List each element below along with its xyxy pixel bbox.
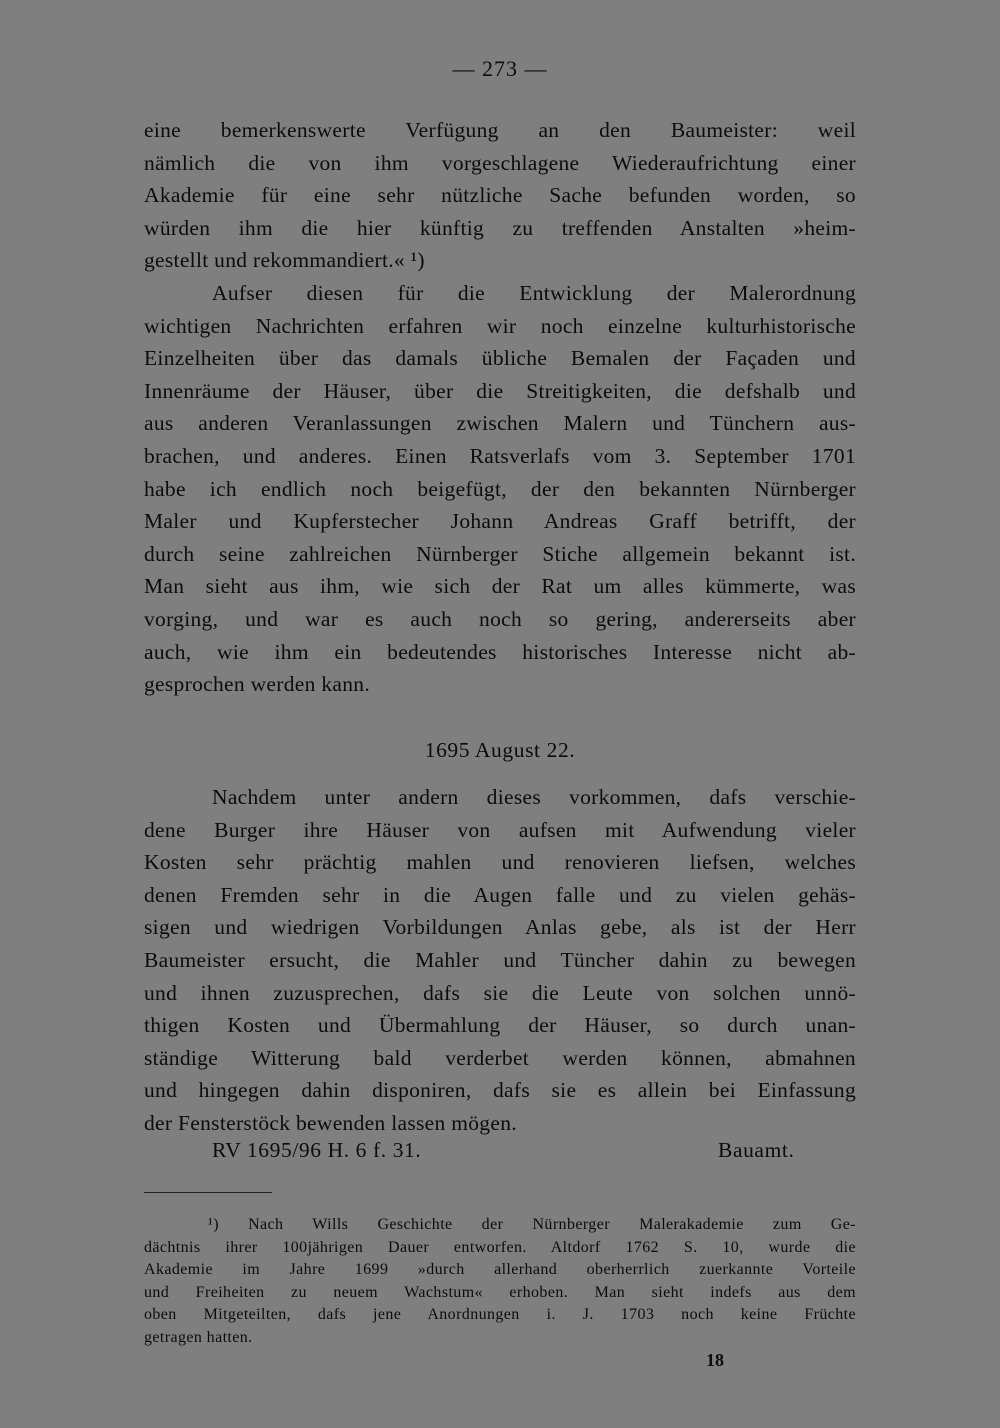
text-line: Kosten sehr prächtig mahlen und renovieren liefsen, welches: [144, 850, 856, 875]
page-number: — 273 —: [452, 56, 548, 81]
text-line: dene Burger ihre Häuser von aufsen mit Aufwendung vieler: [144, 817, 856, 842]
text-line: wichtigen Nachrichten erfahren wir noch einzelne kulturhistorische: [144, 313, 856, 338]
text-line: nämlich die von ihm vorgeschlagene Wiederaufrichtung einer: [144, 150, 856, 175]
text-line: gestellt und rekommandiert.« ¹): [144, 248, 425, 273]
footnote-line: ¹) Nach Wills Geschichte der Nürnberger Malerakademie zum Ge-: [208, 1216, 856, 1233]
text-line: Innenräume der Häuser, über die Streitigkeiten, die defshalb und: [144, 378, 856, 403]
text-line: Akademie für eine sehr nützliche Sache befunden worden, so: [144, 183, 856, 208]
text-line: brachen, und anderes. Einen Ratsverlafs vom 3. September 1701: [144, 443, 856, 468]
paragraph-decree: [144, 781, 856, 1140]
footnote-line: dächtnis ihrer 100jährigen Dauer entworfen. Altdorf 1762 S. 10, wurde die: [144, 1238, 856, 1256]
text-line: Maler und Kupferstecher Johann Andreas Graff betrifft, der: [144, 509, 856, 534]
source-reference: RV 1695/96 H. 6 f. 31.: [212, 1138, 422, 1162]
office-signature: Bauamt.: [718, 1138, 795, 1162]
text-line: denen Fremden sehr in die Augen falle und zu vielen gehäs-: [144, 882, 856, 907]
text-line: der Fensterstöck bewenden lassen mögen.: [144, 1110, 517, 1135]
text-line: und ihnen zuzusprechen, dafs sie die Leute von solchen unnö-: [144, 980, 856, 1005]
footnote-line: getragen hatten.: [144, 1328, 253, 1346]
footnote-line: oben Mitgeteilten, dafs jene Anordnungen i. J. 1703 noch keine Früchte: [144, 1306, 856, 1323]
text-line: thigen Kosten und Übermahlung der Häuser, so durch unan-: [144, 1013, 856, 1038]
footnote: [144, 1214, 856, 1349]
text-line: und hingegen dahin disponiren, dafs sie es allein bei Einfassung: [144, 1078, 856, 1103]
section-heading: 1695 August 22.: [424, 738, 576, 762]
text-line: Man sieht aus ihm, wie sich der Rat um alles kümmerte, was: [144, 574, 856, 599]
text-line: eine bemerkenswerte Verfügung an den Baumeister: weil: [144, 118, 856, 142]
footnote-line: Akademie im Jahre 1699 »durch allerhand oberherrlich zuerkannte Vorteile: [144, 1261, 856, 1278]
footnote-line: und Freiheiten zu neuem Wachstum« erhoben. Man sieht indefs aus dem: [144, 1283, 856, 1301]
text-line: sigen und wiedrigen Vorbildungen Anlas gebe, als ist der Herr: [144, 915, 856, 940]
text-line: ständige Witterung bald verderbet werden können, abmahnen: [144, 1045, 856, 1070]
text-line: durch seine zahlreichen Nürnberger Stiche allgemein bekannt ist.: [144, 541, 856, 566]
text-line: auch, wie ihm ein bedeutendes historisches Interesse nicht ab-: [144, 639, 856, 664]
text-line: Nachdem unter andern dieses vorkommen, dafs verschie-: [212, 785, 856, 809]
footnote-divider: [144, 1192, 272, 1193]
paragraph-intro: [144, 114, 856, 701]
text-line: würden ihm die hier künftig zu treffenden Anstalten »heim-: [144, 215, 856, 240]
sheet-signature: 18: [706, 1350, 724, 1370]
text-line: aus anderen Veranlassungen zwischen Malern und Tünchern aus-: [144, 411, 856, 436]
text-line: vorging, und war es auch noch so gering, andererseits aber: [144, 606, 856, 631]
text-line: Aufser diesen für die Entwicklung der Malerordnung: [212, 280, 856, 305]
text-line: Einzelheiten über das damals übliche Bemalen der Façaden und: [144, 346, 856, 371]
text-line: gesprochen werden kann.: [144, 672, 370, 697]
text-line: Baumeister ersucht, die Mahler und Tüncher dahin zu bewegen: [144, 947, 856, 972]
text-line: habe ich endlich noch beigefügt, der den bekannten Nürnberger: [144, 476, 856, 501]
